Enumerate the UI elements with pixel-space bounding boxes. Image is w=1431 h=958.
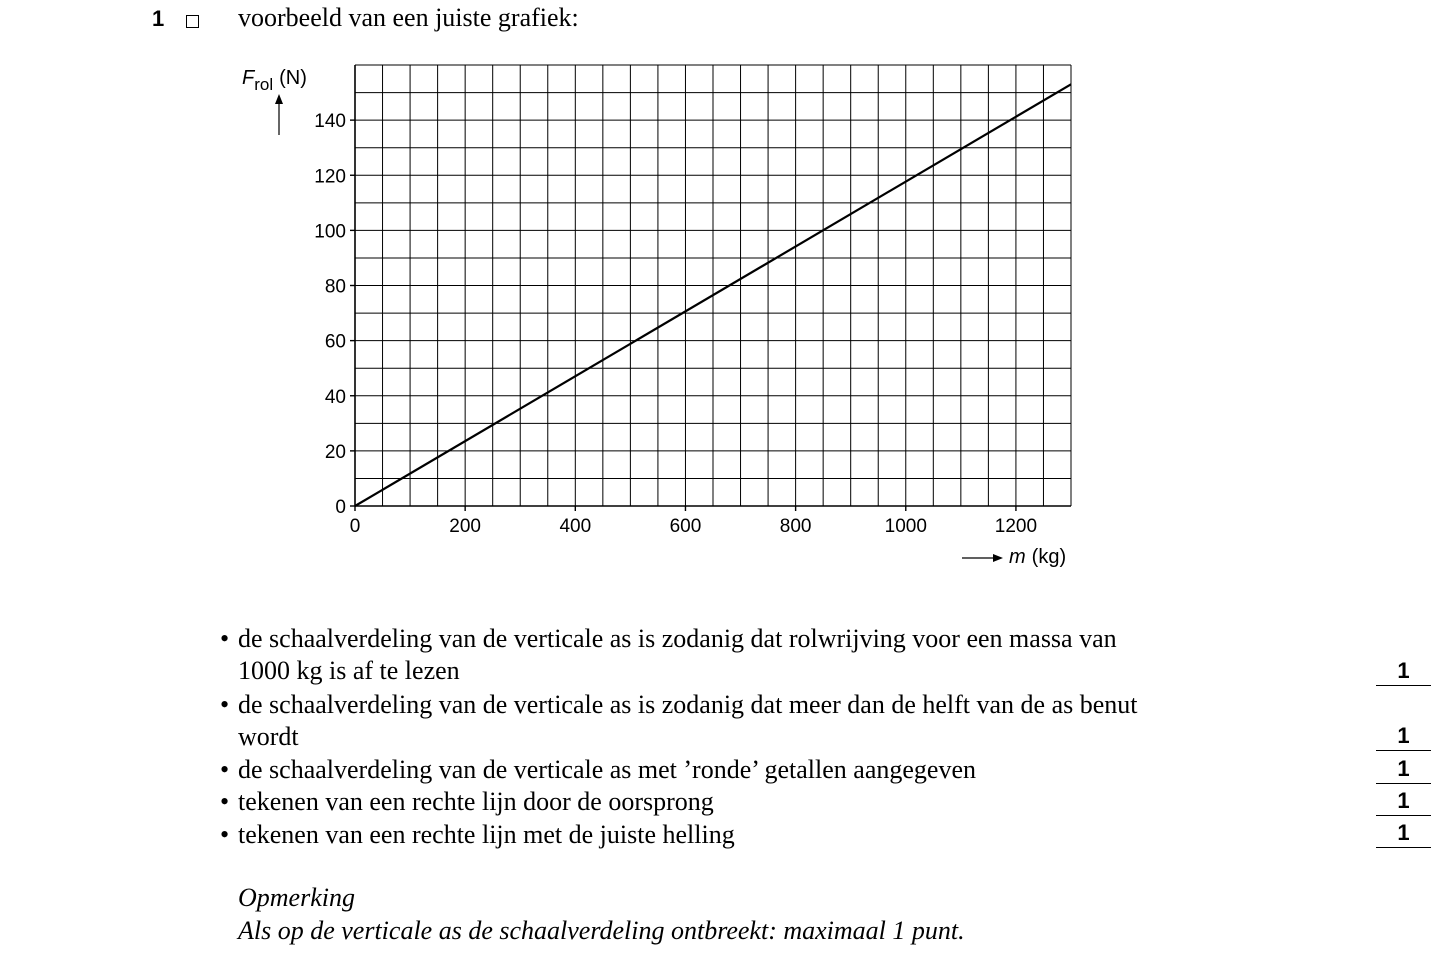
criterion-points: 1 bbox=[1376, 787, 1431, 816]
remark-text: Als op de verticale as de schaalverdeling ontbreekt: maximaal 1 punt. bbox=[238, 916, 965, 945]
chart-grid bbox=[355, 65, 1071, 506]
y-tick-label: 100 bbox=[314, 221, 346, 243]
x-tick-label: 600 bbox=[669, 516, 702, 537]
x-axis-unit: (kg) bbox=[1031, 546, 1067, 568]
bullet-icon: • bbox=[220, 690, 230, 719]
criterion-text-continued: 1000 kg is af te lezen bbox=[238, 656, 460, 685]
remark-title: Opmerking bbox=[238, 883, 355, 912]
criterion-points: 1 bbox=[1376, 755, 1431, 784]
criterion-points: 1 bbox=[1376, 819, 1431, 848]
bullet-icon: • bbox=[220, 624, 230, 653]
criterion-points: 1 bbox=[1376, 657, 1431, 686]
y-axis-variable: F bbox=[242, 67, 255, 89]
question-intro: voorbeeld van een juiste grafiek: bbox=[238, 3, 579, 32]
x-tick-label: 400 bbox=[559, 516, 592, 537]
x-axis-arrow-icon bbox=[962, 554, 1003, 562]
x-tick-label: 1200 bbox=[994, 516, 1038, 537]
bullet-icon: • bbox=[220, 787, 230, 816]
y-tick-label: 60 bbox=[324, 331, 346, 353]
y-tick-label: 120 bbox=[314, 166, 346, 188]
y-tick-label: 20 bbox=[324, 441, 346, 463]
y-tick-label: 0 bbox=[335, 497, 346, 518]
x-tick-label: 1000 bbox=[884, 516, 927, 537]
criterion-points: 1 bbox=[1376, 722, 1431, 751]
x-axis-variable: m bbox=[1009, 546, 1026, 568]
chart-axis-labels bbox=[242, 67, 1066, 568]
y-tick-label: 80 bbox=[324, 276, 346, 298]
x-tick-label: 800 bbox=[779, 516, 812, 537]
y-axis-label bbox=[242, 67, 307, 94]
criterion-text: tekenen van een rechte lijn met de juiste helling bbox=[238, 820, 735, 849]
criterion-text-continued: wordt bbox=[238, 722, 299, 751]
bullet-icon: • bbox=[220, 755, 230, 784]
y-tick-label: 140 bbox=[314, 111, 346, 133]
y-tick-label: 40 bbox=[324, 386, 346, 408]
x-axis-label bbox=[1009, 546, 1066, 568]
criterion-text: de schaalverdeling van de verticale as is zodanig dat meer dan de helft van de as benut bbox=[238, 690, 1138, 719]
x-tick-label: 0 bbox=[349, 516, 361, 537]
criterion-text: de schaalverdeling van de verticale as is zodanig dat rolwrijving voor een massa van bbox=[238, 624, 1117, 653]
criterion-text: de schaalverdeling van de verticale as met ’ronde’ getallen aangegeven bbox=[238, 755, 976, 784]
y-axis-arrow-icon bbox=[275, 94, 283, 135]
bullet-icon: • bbox=[220, 820, 230, 849]
x-tick-label: 200 bbox=[449, 516, 482, 537]
question-number: 1 bbox=[152, 6, 165, 31]
y-axis-subscript: rol bbox=[254, 75, 274, 94]
criterion-text: tekenen van een rechte lijn door de oorsprong bbox=[238, 787, 714, 816]
y-axis-unit: (N) bbox=[279, 67, 307, 89]
